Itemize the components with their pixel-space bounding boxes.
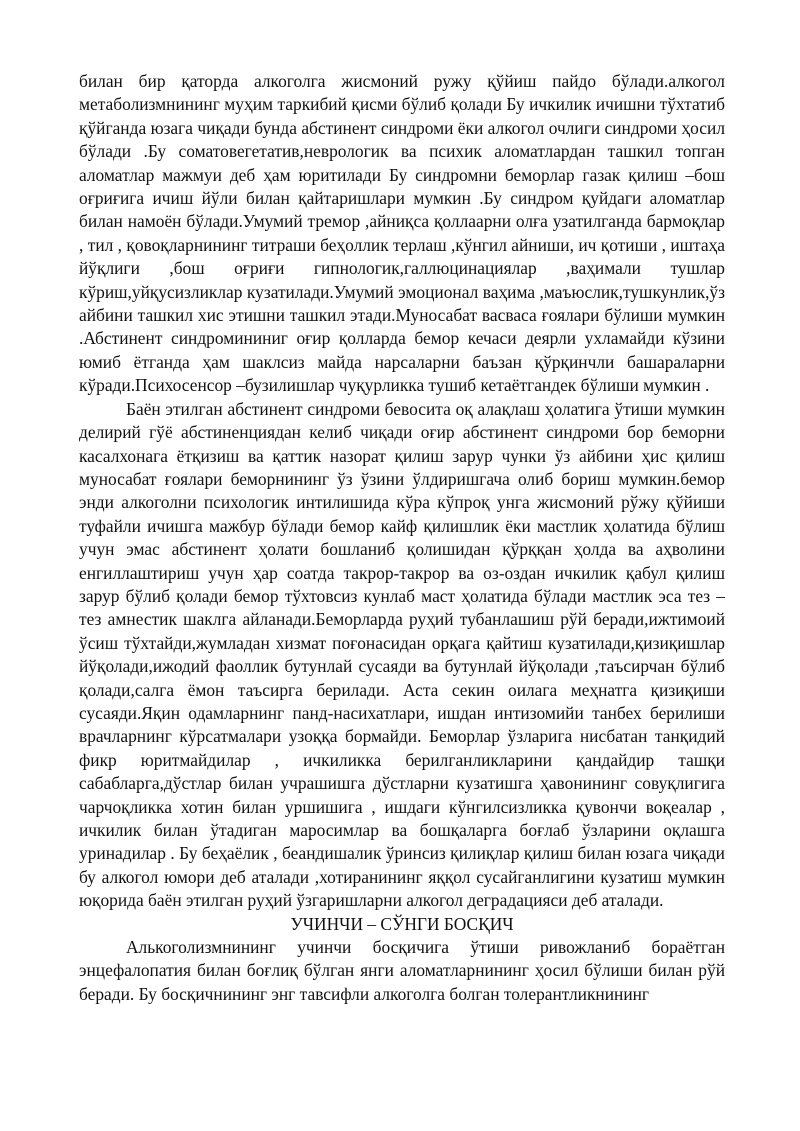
document-page: [79, 70, 725, 1006]
section-heading-third-stage: УЧИНЧИ – СЎНГИ БОСҚИЧ: [290, 913, 514, 934]
paragraph-delirium-degradation: Баён этилган абстинент синдроми бевосита оқ алақлаш ҳолатига ўтиши мумкин делирий гўё абстиненциядан келиб чиқади оғир абстинент синдроми бор беморни касалхонага ётқизиш ва қаттик назорат қилиш зарур чунки ўз айбини ҳис қилиш муносабат ғоялари беморнининг ўз ўзини ўлдиришгача олиб бориш мумкин.бемор энди алкоголни психологик интилишида кўра кўпроқ унга жисмоний рўжу қўйиши туфайли ичишга мажбур бўлади бемор кайф қилишлик ёки мастлик ҳолатида бўлиш учун эмас абстинент ҳолати бошланиб қолишидан қўрққан ҳолда ва аҳволини енгиллаштириш учун ҳар соатда такрор-такрор ва оз-оздан ичкилик қабул қилиш зарур бўлиб қолади бемор тўхтовсиз кунлаб маст ҳолатида бўлади мастлик эса тез – тез амнестик шаклга айланади.Беморларда руҳий тубанлашиш рўй беради,ижтимоий ўсиш тўхтайди,жумладан хизмат поғонасидан орқага қайтиш кузатилади,қизиқишлар йўқолади,ижодий фаоллик бутунлай сусаяди ва бутунлай йўқолади ,таъсирчан бўлиб қолади,салга ёмон таъсирга берилади. Аста секин оилага меҳнатга қизиқиши сусаяди.Яқин одамларнинг панд-насихатлари, ишдан интизомийи танбех берилиши врачларнинг кўрсатмалари узоққа бормайди. Беморлар ўзларига нисбатан танқидий фикр юритмайдилар , ичкиликка берилганликларини қандайдир ташқи сабабларга,дўстлар билан учрашишга дўстларни кузатишга ҳавонининг совуқлигига чарчоқликка хотин билан уршишига , ишдаги кўнгилсизликка қувончи воқеалар , ичкилик билан ўтадиган маросимлар ва бошқаларга боғлаб ўзларини оқлашга уринадилар . Бу беҳаёлик , беандишалик ўринсиз қилиқлар қилиш билан юзага чиқади бу алкогол юмори деб аталади ,хотиранининг яққол сусайганлигини кузатиш мумкин юқорида баён этилган руҳий ўзгаришларни алкогол деградацияси деб аталади.: [79, 398, 725, 911]
paragraph-abstinence-syndrome: билан бир қаторда алкоголга жисмоний ружу қўйиш пайдо бўлади.алкогол метаболизмнининг муҳим таркибий қисми бўлиб қолади Бу ичкилик ичишни тўхтатиб қўйганда юзага чиқади бунда абстинент синдроми ёки алкогол очлиги синдроми ҳосил бўлади .Бу соматовегетатив,неврологик ва психик аломатлардан ташкил топган аломатлар мажмуи деб ҳам юритилади Бу синдромни беморлар газак қилиш –бош оғриғига ичиш йўли билан қайтаришлари мумкин .Бу синдром қуйдаги аломатлар билан намоён бўлади.Умумий тремор ,айниқса қоллаарни олға узатилганда бармоқлар , тил , қовоқларнининг титраши беҳоллик терлаш ,кўнгил айниши, ич қотиши , иштаҳа йўқлиги ,бош оғриғи гипнологик,галлюцинациялар ,ваҳимали тушлар кўриш,уйқусизликлар кузатилади.Умумий эмоционал ваҳима ,маъюслик,тушкунлик,ўз айбини ташкил хис этишни ташкил этади.Муносабат васваса ғоялари бўлиши мумкин .Абстинент синдромининиг оғир қолларда бемор кечаси деярли ухламайди кўзини юмиб ётганда ҳам шаклсиз майда нарсаларни баъзан қўрқинчли башараларни кўради.Психосенсор –бузилишлар чуқурликка тушиб кетаётгандек бўлиши мумкин .: [79, 71, 725, 396]
paragraph-third-stage: Алькоголизмнининг учинчи босқичига ўтиши ривожланиб бораётган энцефалопатия билан боғлиқ бўлган янги аломатларнининг ҳосил бўлиши билан рўй беради. Бу босқичнининг энг тавсифли алкоголга болган толерантликнининг: [79, 937, 725, 1004]
